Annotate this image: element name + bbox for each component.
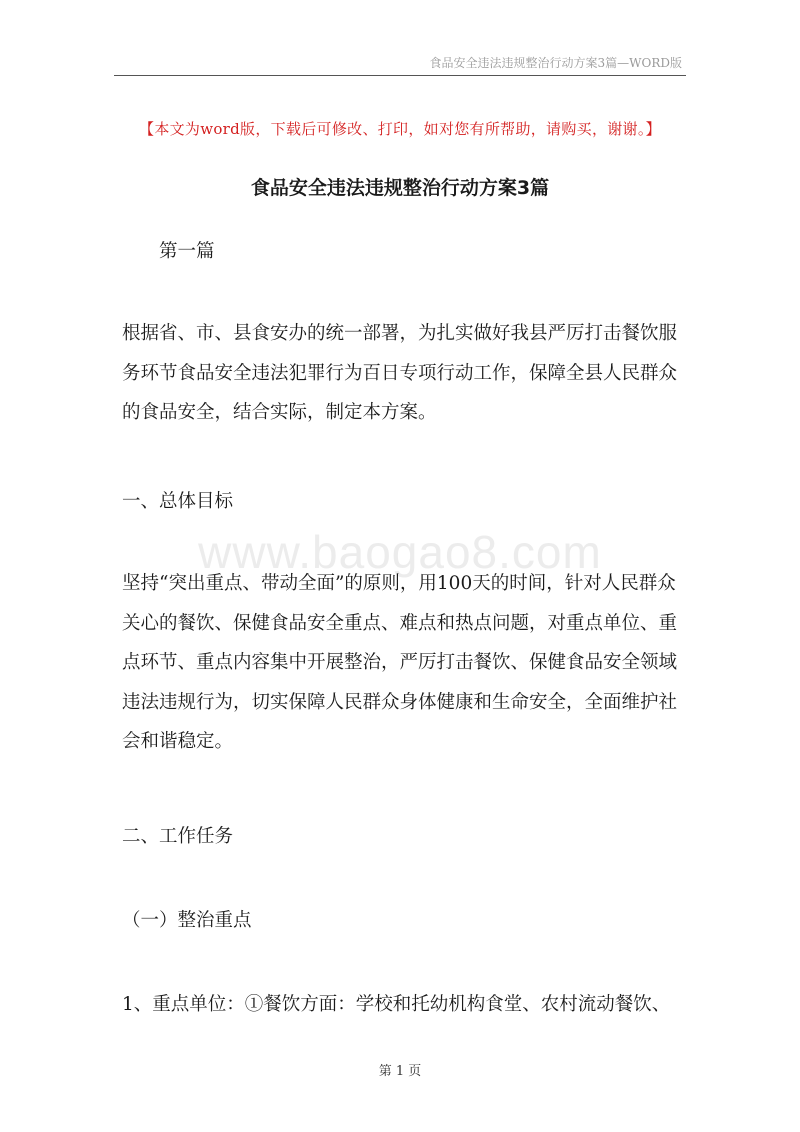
section-heading-goals: 一、总体目标 [122,491,234,512]
goals-paragraph: 坚持“突出重点、带动全面”的原则，用100天的时间，针对人民群众关心的餐饮、保健食品安全重点、难点和热点问题，对重点单位、重点环节、重点内容集中开展整治，严厉打击餐饮、保健食品安全领域违法违规行为，切实保障人民群众身体健康和生命安全，全面维护社会和谐稳定。 [122,573,678,753]
intro-paragraph: 根据省、市、县食安办的统一部署，为扎实做好我县严厉打击餐饮服务环节食品安全违法犯罪行为百日专项行动工作，保障全县人民群众的食品安全，结合实际，制定本方案。 [122,323,678,424]
document-title: 食品安全违法违规整治行动方案3篇 [250,177,550,199]
subsection-heading-focus: （一）整治重点 [122,910,252,931]
part-label: 第一篇 [159,241,215,262]
header-divider [114,75,686,76]
section-heading-tasks: 二、工作任务 [122,826,234,847]
page-number: 第 1 页 [378,1064,422,1079]
purchase-notice: 【本文为word版，下载后可修改、打印，如对您有所帮助，请购买，谢谢。】 [139,120,661,138]
running-header: 食品安全违法违规整治行动方案3篇—WORD版 [429,56,682,70]
list-item: 1、重点单位：①餐饮方面：学校和托幼机构食堂、农村流动餐饮、 [122,994,671,1015]
watermark: www.baogao8.com [198,526,602,578]
